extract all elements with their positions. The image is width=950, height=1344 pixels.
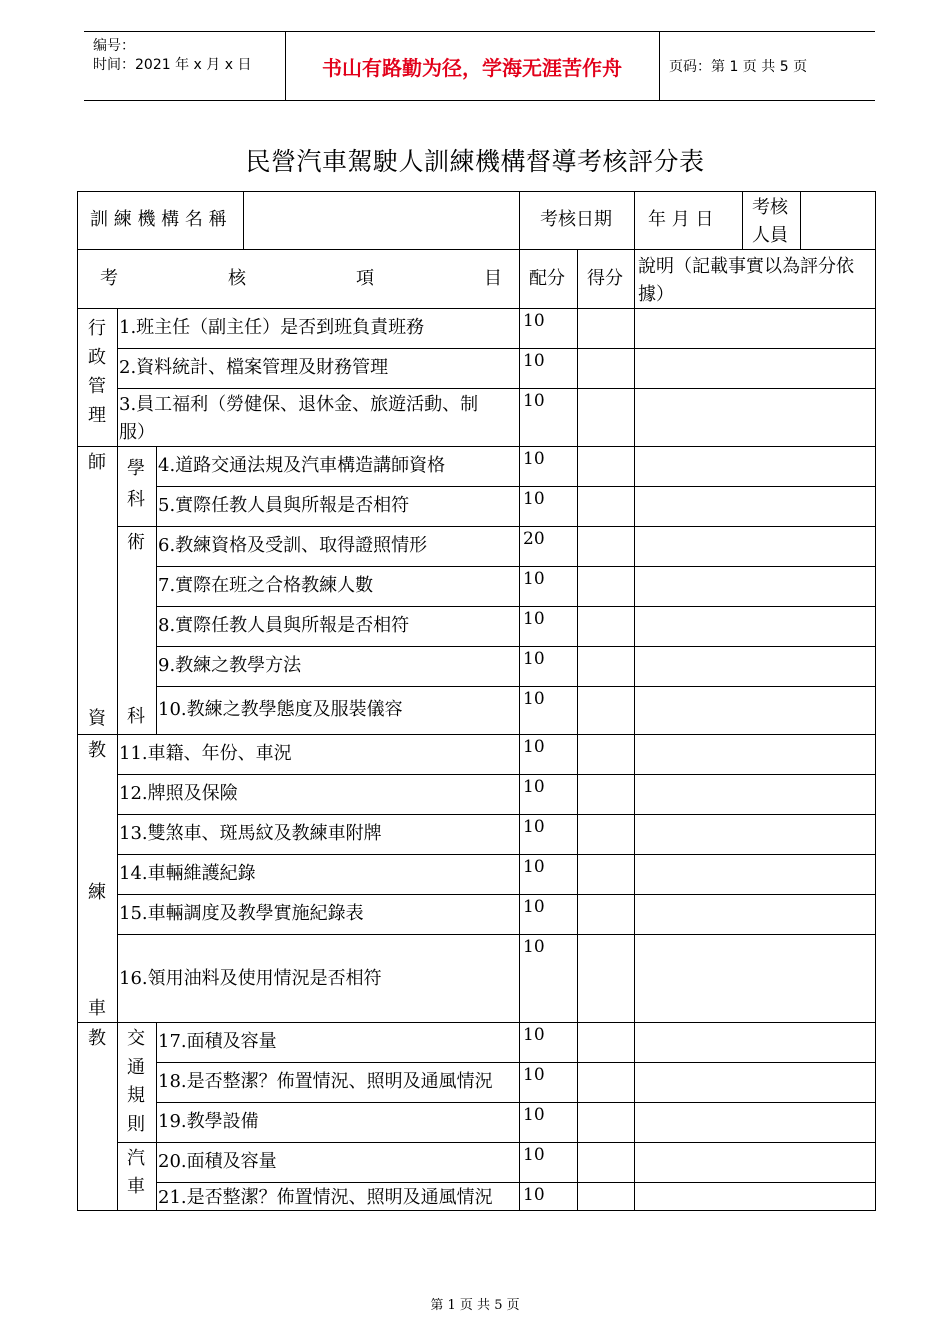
document-title: 民營汽車駕駛人訓練機構督導考核評分表: [245, 147, 705, 176]
category-admin-char: 理: [88, 405, 106, 426]
item-text: 14.車輛維護紀錄: [119, 863, 256, 884]
note-cell: [634, 348, 876, 389]
item-header-char: 目: [484, 268, 502, 289]
item-text: 8.實際任教人員與所報是否相符: [158, 615, 410, 636]
item-points: 10: [523, 489, 545, 509]
category-classroom-char: 教: [88, 1028, 106, 1049]
score-cell: [577, 526, 635, 567]
item-points: 10: [523, 449, 545, 469]
note-cell: [634, 934, 876, 1023]
item-text: 7.實際在班之合格教練人數: [158, 575, 374, 596]
score-cell: [577, 934, 635, 1023]
item-text: 17.面積及容量: [158, 1031, 277, 1052]
score-cell: [577, 814, 635, 855]
item-text: 13.雙煞車、斑馬紋及教練車附牌: [119, 823, 382, 844]
item-points: 10: [523, 649, 545, 669]
item-header-char: 項: [356, 268, 374, 289]
page-footer: 第 1 页 共 5 页: [430, 1298, 520, 1313]
item-text: 5.實際任教人員與所報是否相符: [158, 495, 410, 516]
date-value: 年 月 日: [648, 209, 714, 230]
item-points: 10: [523, 817, 545, 837]
inspector-label-1: 考核: [752, 197, 788, 218]
score-cell: [577, 1062, 635, 1103]
category-teacher: [77, 446, 118, 735]
inspector-value-cell: [800, 191, 876, 250]
category-admin-char: 管: [88, 376, 106, 397]
category-academic-char: 學: [127, 458, 145, 479]
time-text: 时间：2021 年 x 月 x 日: [93, 57, 252, 73]
date-label: 考核日期: [540, 209, 612, 230]
item-text: 11.車籍、年份、車況: [119, 743, 292, 764]
note-cell: [634, 526, 876, 567]
note-cell: [634, 734, 876, 775]
item-text: 2.資料統計、檔案管理及財務管理: [119, 357, 389, 378]
number-label: 编号：: [93, 38, 135, 54]
item-text: 16.領用油料及使用情況是否相符: [119, 968, 382, 989]
category-auto-char: 車: [127, 1176, 145, 1197]
note-cell: [634, 1062, 876, 1103]
score-cell: [577, 686, 635, 735]
score-cell: [577, 486, 635, 527]
item-text: 15.車輛調度及教學實施紀錄表: [119, 903, 364, 924]
score-cell: [577, 348, 635, 389]
header-meta: [84, 32, 286, 100]
score-cell: [577, 1182, 635, 1211]
category-practical-char: 科: [127, 706, 145, 727]
category-traffic-char: 則: [127, 1113, 145, 1135]
score-cell: [577, 308, 635, 349]
note-header-2: 據）: [638, 284, 674, 305]
item-points: 10: [523, 1185, 545, 1205]
category-car-char: 車: [88, 998, 106, 1019]
item-points: 10: [523, 1065, 545, 1085]
category-admin-char: 行: [88, 318, 106, 339]
item-points: 10: [523, 391, 545, 411]
item-text: 20.面積及容量: [158, 1151, 277, 1172]
category-auto-char: 汽: [127, 1148, 145, 1169]
item-header-cell: [77, 249, 520, 309]
category-car-char: 教: [88, 740, 106, 761]
item-points: 10: [523, 737, 545, 757]
category-academic-char: 科: [127, 489, 145, 510]
score-cell: [577, 1022, 635, 1063]
item-points: 20: [523, 529, 545, 549]
note-cell: [634, 486, 876, 527]
item-text: 12.牌照及保險: [119, 783, 238, 804]
motto: 书山有路勤为径，学海无涯苦作舟: [285, 32, 660, 100]
note-cell: [634, 388, 876, 447]
note-cell: [634, 1102, 876, 1143]
note-cell: [634, 646, 876, 687]
item-points: 10: [523, 857, 545, 877]
category-traffic-char: 通: [127, 1056, 145, 1078]
inspector-label-2: 人員: [752, 225, 788, 246]
item-points: 10: [523, 1145, 545, 1165]
item-text: 10.教練之教學態度及服裝儀容: [158, 699, 403, 720]
note-cell: [634, 566, 876, 607]
score-cell: [577, 734, 635, 775]
score-cell: [577, 1142, 635, 1183]
note-cell: [634, 1022, 876, 1063]
category-teacher-char: 師: [88, 452, 106, 473]
org-name-value-cell: [243, 191, 520, 250]
note-cell: [634, 1182, 876, 1211]
score-cell: [577, 606, 635, 647]
category-car-char: 練: [88, 882, 106, 903]
score-cell: [577, 566, 635, 607]
item-text: 4.道路交通法規及汽車構造講師資格: [158, 455, 446, 476]
score-cell: [577, 388, 635, 447]
points-header: 配分: [529, 268, 565, 289]
note-cell: [634, 814, 876, 855]
item-points: 10: [523, 311, 545, 331]
note-cell: [634, 686, 876, 735]
item-text: 9.教練之教學方法: [158, 655, 302, 676]
category-practical-char: 術: [127, 532, 145, 553]
item-text: 6.教練資格及受訓、取得證照情形: [158, 535, 428, 556]
item-points: 10: [523, 609, 545, 629]
item-points: 10: [523, 1105, 545, 1125]
note-cell: [634, 854, 876, 895]
score-cell: [577, 854, 635, 895]
org-name-label: 訓 練 機 構 名 稱: [90, 209, 227, 230]
note-header-1: 說明（記載事實以為評分依: [638, 256, 854, 277]
category-admin-char: 政: [88, 347, 106, 368]
item-text: 18.是否整潔？佈置情況、照明及通風情況: [158, 1071, 493, 1092]
item-points: 10: [523, 351, 545, 371]
score-header: 得分: [587, 268, 623, 289]
item-text: 1.班主任（副主任）是否到班負責班務: [119, 317, 425, 338]
category-teacher-char: 資: [88, 708, 106, 729]
page-header: [84, 31, 875, 101]
item-text-2: 服）: [119, 422, 155, 443]
item-text: 21.是否整潔？佈置情況、照明及通風情況: [158, 1187, 493, 1208]
note-cell: [634, 308, 876, 349]
score-cell: [577, 646, 635, 687]
item-points: 10: [523, 937, 545, 957]
note-cell: [634, 1142, 876, 1183]
item-points: 10: [523, 689, 545, 709]
item-points: 10: [523, 1025, 545, 1045]
score-cell: [577, 894, 635, 935]
category-traffic-char: 交: [127, 1028, 145, 1049]
category-traffic-char: 規: [127, 1085, 145, 1106]
score-cell: [577, 446, 635, 487]
score-cell: [577, 774, 635, 815]
score-cell: [577, 1102, 635, 1143]
item-text: 3.員工福利（勞健保、退休金、旅遊活動、制: [119, 394, 479, 415]
note-cell: [634, 606, 876, 647]
item-header-char: 核: [228, 268, 246, 289]
item-points: 10: [523, 897, 545, 917]
item-header-char: 考: [100, 268, 118, 289]
item-points: 10: [523, 569, 545, 589]
page-indicator: 页码：第 1 页 共 5 页: [669, 59, 808, 75]
note-cell: [634, 774, 876, 815]
item-points: 10: [523, 777, 545, 797]
note-cell: [634, 446, 876, 487]
item-text: 19.教學設備: [158, 1111, 259, 1132]
note-cell: [634, 894, 876, 935]
